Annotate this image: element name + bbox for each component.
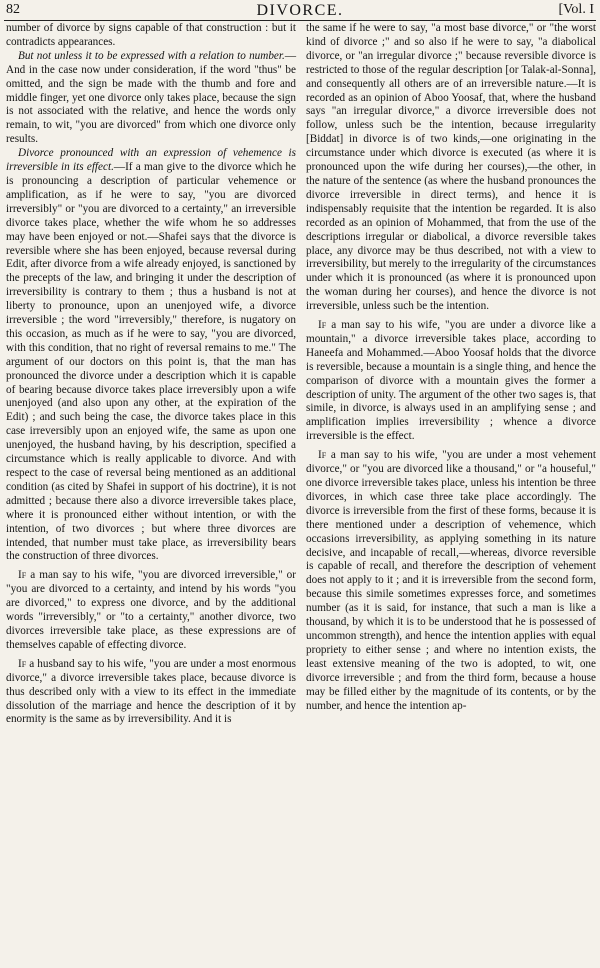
paragraph: If a man say to his wife, "you are divorced irreversible," or "you are divorced to a certainty, and intend by his words "you are divorced," to express one divorce, and by the additional words "irreversibly," or "to a certainty," another divorce, two divorces irreversible take place, as these expressions are of themselves capable of effecting divorce. bbox=[6, 569, 296, 651]
paragraph: If a man say to his wife, "you are under a most vehement divorce," or "you are divorced like a thousand," or "a houseful," one divorce irreversible takes place, unless his intention be three divorces, in which case three take place accordingly. The divorce is irreversible from the first of these forms, because it is there mentioned under a description of vehemence, which occasions irreversibility, as applying something in its nature decisive, and incapable of recall,—whereas, divorce reversible is capable of recall, and therefore the description of vehement does not apply to it ; and it is irreversible from the second form, because this simile sometimes expresses force, and sometimes number (as it is said, for instance, that such a man is like a thousand, by which it is to be understood that he is possessed of uncommon strength), and hence the intention applies with equal propriety to either sense ; and where no intention exists, the least extensive meaning of the two is adopted, to wit, one divorce irreversible ; and from the third form, because a house may be filled either by the magnitude of its contents, or by the number, and hence the intention ap- bbox=[306, 449, 596, 712]
right-column bbox=[306, 22, 596, 713]
left-column bbox=[6, 22, 296, 727]
header-rule bbox=[4, 20, 596, 21]
running-title: DIVORCE. bbox=[256, 2, 344, 19]
paragraph-heading: Divorce pronounced with an expression of vehemence is irreversible in its effect. bbox=[6, 147, 296, 174]
paragraph: the same if he were to say, "a most base divorce," or "the worst kind of divorce ;" and so also if he were to say, "a diabolical divorce, or "an irregular divorce ;" because reversible divorce is restricted to those of the regular description [or Talak-al-Sonna], and consequently all others are of an irreversible nature.—It is recorded as an opinion of Aboo Yoosaf, that, where the husband says "an irregular divorce," a divorce irreversible does not follow, unless such be the intention, because irregularity [Biddat] in divorce is of two kinds,—one originating in the circumstance under which divorce is executed (as where it is pronounced upon the wife during her courses),—the other, in the nature of the sentence (as where the husband pronounces the divorce irreversible in direct terms), and hence it is indispensably requisite that the intention be regarded. It is also recorded as an opinion of Mohammed, that from the use of the descriptions irregular or diabolical, a divorce reversible takes place, any divorce may be thus described, not with a view to irreversibility, but merely to the irregularity of the circumstances under which it is pronounced (as where it is pronounced upon the woman during her courses), and hence the divorce is not irreversible, unless such be the intention. bbox=[306, 22, 596, 313]
paragraph: If a husband say to his wife, "you are under a most enormous divorce," a divorce irreversible takes place, because divorce is thus described only with a view to its effect in the immediate dissolution of the marriage and hence the description of it by enormity is the same as by irreversibility. And it is bbox=[6, 657, 296, 726]
paragraph: Divorce pronounced with an expression of vehemence is irreversible in its effect.—If a man give to the divorce which he is pronouncing a description of particular vehemence or amplification, as if he were to say, "you are divorced irreversibly" or "you are divorced to a certainty," an irreversible divorce takes place, whether the wife whom he so addresses may have been enjoyed or not.—Shafei says that the divorce is reversible where she has been enjoyed, because reversal during Edit, after divorce from a wife already enjoyed, is sanctioned by the precepts of the law, and bringing it under the description of irreversibility is contrary to them ; thus a husband is not at liberty to pronounce, upon an unenjoyed wife, a divorce irreversible ; the word "irreversibly," therefore, is nugatory on this occasion, as much as if he were to say, "you are divorced, with this condition, that no right of reversal remains to me." The argument of our doctors on this point is, that the man has pronounced the divorce under a description which it is capable of bearing because divorce takes place irreversibly upon a wife unenjoyed (and also upon any other, at the expiration of the Edit) ; and such being the case, the divorce takes place in this case irreversibly upon an enjoyed wife, the same as upon one unenjoyed, the husband having, by his description, specified a circumstance which is really applicable to divorce. And with respect to the case of reversal being mentioned as an additional condition (as cited by Shafei in support of his doctrine), it is not admitted ; because there also a divorce irreversible takes place, where it is pronounced either without intention, or with the intention, of two divorces ; but where three divorces are intended, that number must take place, as irreversibility bears the construction of three divorces. bbox=[6, 147, 296, 563]
page-header bbox=[6, 2, 594, 20]
paragraph: But not unless it to be expressed with a relation to number.—And in the case now under consideration, if the word "thus" be omitted, and the sign be made with the thumb and fore and middle finger, yet one divorce only takes place, because the sign is not associated with the relative, and hence the words only remain, to wit, "you are divorced" from which one divorce only results. bbox=[6, 49, 296, 146]
page-number: 82 bbox=[6, 2, 20, 17]
paragraph: number of divorce by signs capable of that construction : but it contradicts appearances. bbox=[6, 22, 296, 48]
paragraph: If a man say to his wife, "you are under a divorce like a mountain," a divorce irreversible takes place, according to Haneefa and Mohammed.—Aboo Yoosaf holds that the divorce is reversible, because a mountain is a single thing, and hence the comparison of divorce with a mountain gives the former a description of unity. The argument of the other two sages is, that simile, in divorce, is always used in an amplifying sense ; and amplification implies irreversibility ; whence a divorce irreversible is the effect. bbox=[306, 319, 596, 443]
volume-label: [Vol. I bbox=[558, 2, 594, 17]
paragraph-heading: But not unless it to be expressed with a relation to number. bbox=[18, 49, 285, 62]
